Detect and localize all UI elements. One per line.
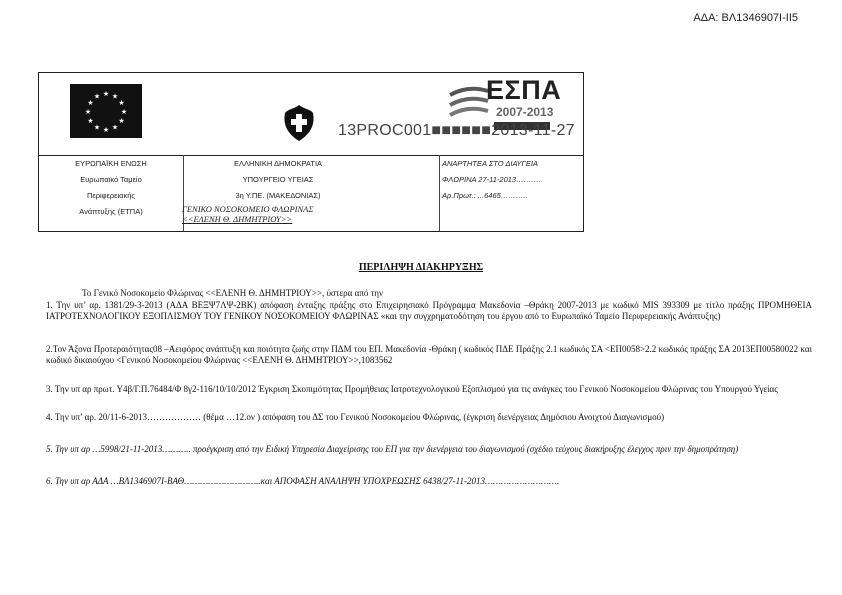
svg-text:★: ★	[93, 123, 101, 132]
svg-text:★: ★	[87, 99, 94, 107]
svg-text:★: ★	[93, 92, 101, 101]
column-divider	[439, 155, 440, 231]
paragraph-5: 5. Την υπ αρ …5998/21-11-2013……….. προέγκριση από την Ειδική Υπηρεσία Διαχείρισης του ΕΠ για την διενέργεια του διαγωνισμού (σχέδιο τεύχους διακήρυξης έλεγχος πριν την δημοπράτηση)	[46, 444, 739, 454]
document-title: ΠΕΡΙΛΗΨΗ ΔΙΑΚΗΡΥΞΗΣ	[358, 262, 484, 273]
hospital-name: ΓΕΝΙΚΟ ΝΟΣΟΚΟΜΕΙΟ ΦΛΩΡΙΝΑΣ	[182, 204, 314, 214]
government-column	[182, 156, 374, 224]
protocol-stamp: 13PROC001■■■■■■2013-11-27	[338, 122, 575, 139]
paragraph-4: 4. Την υπ’ αρ. 20/11-6-2013……………… (θέμα …12.ον ) απόφαση του ΔΣ του Γενικού Νοσοκομείου Φλώρινας, (έγκριση διενέργειας Δημόσιου Ανοιχτού Διαγωνισμού)	[46, 412, 665, 422]
paragraph-6: 6. Την υπ αρ ΑΔΑ …ΒΛ1346907Ι-ΒΑΘ………………………..και ΑΠΟΦΑΣΗ ΑΝΑΛΗΨΗ ΥΠΟΧΡΕΩΣΗΣ 6438/27-11-2013……………………….	[46, 476, 560, 486]
posting-line: ΑΝΑΡΤΗΤΕΑ ΣΤΟ ΔΙΑΥΓΕΙΑ	[442, 159, 538, 168]
greek-emblem-icon	[282, 103, 316, 143]
posting-column	[442, 156, 582, 204]
espa-title: ΕΣΠΑ	[486, 75, 562, 105]
svg-text:★: ★	[87, 117, 94, 125]
svg-text:★: ★	[102, 90, 110, 98]
gov-line: ΥΠΟΥΡΓΕΙΟ ΥΓΕΙΑΣ	[242, 175, 314, 184]
hospital-subtitle: <<ΕΛΕΝΗ Θ. ΔΗΜΗΤΡΙΟΥ>>	[182, 214, 293, 224]
gov-line: 3η Υ.ΠΕ. (ΜΑΚΕΔΟΝΙΑΣ)	[235, 191, 321, 200]
svg-text:★: ★	[111, 123, 119, 132]
paragraph-2: 2.Τον Άξονα Προτεραιότητας08 –Αειφόρος ανάπτυξη και ποιότητα ζωής στην ΠΔΜ του ΕΠ. Μακεδονία -Θράκη ( κωδικός ΠΔΕ Πράξης 2.1 κωδικός ΣΑ <ΕΠ0058>2.2 κωδικός πράξης ΣΑ 2013ΕΠ00580022 και κωδικό δικαιούχου <Γενικού Νοσοκομείου Φλώρινας <<ΕΛΕΝΗ Θ. ΔΗΜΗΤΡΙΟΥ>>,1083562	[46, 344, 812, 365]
posting-line: ΦΛΩΡΙΝΑ 27-11-2013……….	[442, 175, 541, 184]
svg-text:★: ★	[118, 117, 125, 125]
ada-code: ΑΔΑ: ΒΛ1346907Ι-ΙΙ5	[693, 12, 798, 24]
svg-text:★: ★	[118, 99, 125, 107]
espa-swoosh-icon	[448, 83, 490, 121]
eu-line: Περιφερειακής	[86, 191, 136, 200]
eu-line: Ανάπτυξης (ΕΤΠΑ)	[79, 207, 143, 216]
espa-years: 2007-2013	[496, 105, 554, 119]
svg-text:★: ★	[111, 92, 119, 101]
intro-paragraph: Το Γενικό Νοσοκομείο Φλώρινας <<ΕΛΕΝΗ Θ. ΔΗΜΗΤΡΙΟΥ>>, ύστερα από την	[82, 288, 384, 298]
eu-flag-icon	[70, 84, 142, 138]
svg-text:★: ★	[102, 126, 110, 134]
svg-text:★: ★	[84, 108, 92, 116]
posting-line: Αρ.Πρωτ.: ...6465………..	[442, 191, 528, 200]
eu-line: Ευρωπαϊκό Ταμείο	[80, 175, 142, 184]
svg-text:★: ★	[120, 108, 128, 116]
eu-line: ΕΥΡΩΠΑΪΚΗ ΕΝΩΣΗ	[75, 159, 147, 168]
paragraph-3: 3. Την υπ αρ πρωτ. Υ4β/Γ.Π.76484/Φ 8γ2-116/10/10/2012 Έγκριση Σκοπιμότητας Προμήθειας Ιατροτεχνολογικού Εξοπλισμού για τις ανάγκες του Γενικού Νοσοκομείου Φλώρινας του Υπουργού Υγείας	[46, 384, 778, 394]
gov-line: ΕΛΛΗΝΙΚΗ ΔΗΜΟΚΡΑΤΙΑ	[233, 159, 323, 168]
eu-column	[48, 156, 174, 220]
paragraph-1: 1. Την υπ’ αρ. 1381/29-3-2013 (ΑΔΑ ΒΕΞΨ7ΛΨ-2ΒΚ) απόφαση ένταξης πράξης στο Επιχειρησιακό Πρόγραμμα Μακεδονία –Θράκη 2007-2013 με κωδικό MIS 393309 με τίτλο πράξης ΠΡΟΜΗΘΕΙΑ ΙΑΤΡΟΤΕΧΝΟΛΟΓΙΚΟΥ ΕΞΟΠΛΙΣΜΟΥ ΤΟΥ ΓΕΝΙΚΟΥ ΝΟΣΟΚΟΜΕΙΟΥ ΦΛΩΡΙΝΑΣ «και την συγχρηματοδότηση του έργου από το Ευρωπαϊκό Ταμείο Περιφερειακής Ανάπτυξης)	[46, 300, 812, 321]
